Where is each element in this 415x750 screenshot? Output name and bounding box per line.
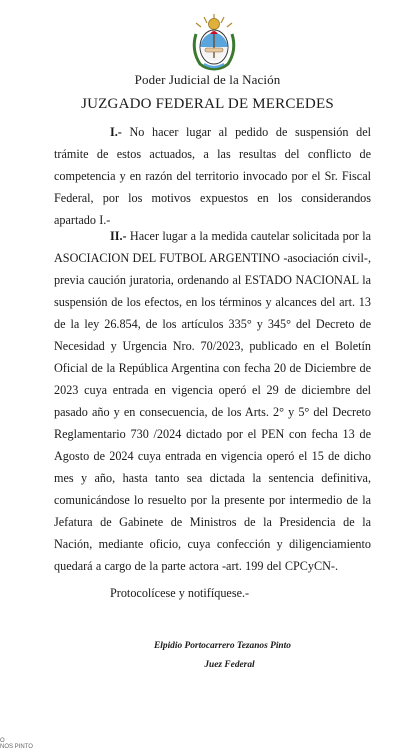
paragraph-2-number: II.- <box>110 229 127 243</box>
closing-formula: Protocolícese y notifíquese.- <box>110 586 250 600</box>
corner-watermark-line-2: NOS PINTO <box>0 744 33 750</box>
signature-title: Juez Federal <box>204 660 255 670</box>
resolution-paragraph-2 <box>54 225 371 577</box>
signature-name: Elpidio Portocarrero Tezanos Pinto <box>154 641 291 651</box>
paragraph-1-text: No hacer lugar al pedido de suspensión del trámite de estos actuados, a las resultas del conflicto de competencia y en razón del territorio invocado por el Sr. Fiscal Federal, por los motivos expuestos en los considerandos apartado I.- <box>54 125 371 227</box>
paragraph-1-number: I.- <box>110 125 122 139</box>
court-name: Poder Judicial de la Nación <box>134 72 281 87</box>
argentina-coat-of-arms-icon <box>186 12 242 72</box>
resolution-paragraph-1 <box>54 121 371 231</box>
corner-watermark <box>0 738 33 750</box>
paragraph-2-text: Hacer lugar a la medida cautelar solicitada por la ASOCIACION DEL FUTBOL ARGENTINO -asociación civil-, previa caución juratoria, ordenando al ESTADO NACIONAL la suspensión de los efectos, en los términos y alcances del art. 13 de la ley 26.854, de los artículos 335° y 345° del Decreto de Necesidad y Urgencia Nro. 70/2023, publicado en el Boletín Oficial de la República Argentina con fecha 20 de Diciembre de 2023 cuya entrada en vigencia operó el 29 de diciembre del pasado año y en consecuencia, de los Arts. 2° y 5° del Decreto Reglamentario 730 /2024 dictado por el PEN con fecha 13 de Agosto de 2024 cuya entrada en vigencia operó el 15 de dicho mes y año, hasta tanto sea dictada la sentencia definitiva, comunicándose lo resuelto por la presente por intermedio de la Jefatura de Gabinete de Ministros de la Presidencia de la Nación, mediante oficio, cuya confección y diligenciamiento quedará a cargo de la parte actora -art. 199 del CPCyCN-. <box>54 229 371 573</box>
corner-watermark-line-1: O <box>0 738 5 744</box>
court-title: JUZGADO FEDERAL DE MERCEDES <box>81 96 334 112</box>
